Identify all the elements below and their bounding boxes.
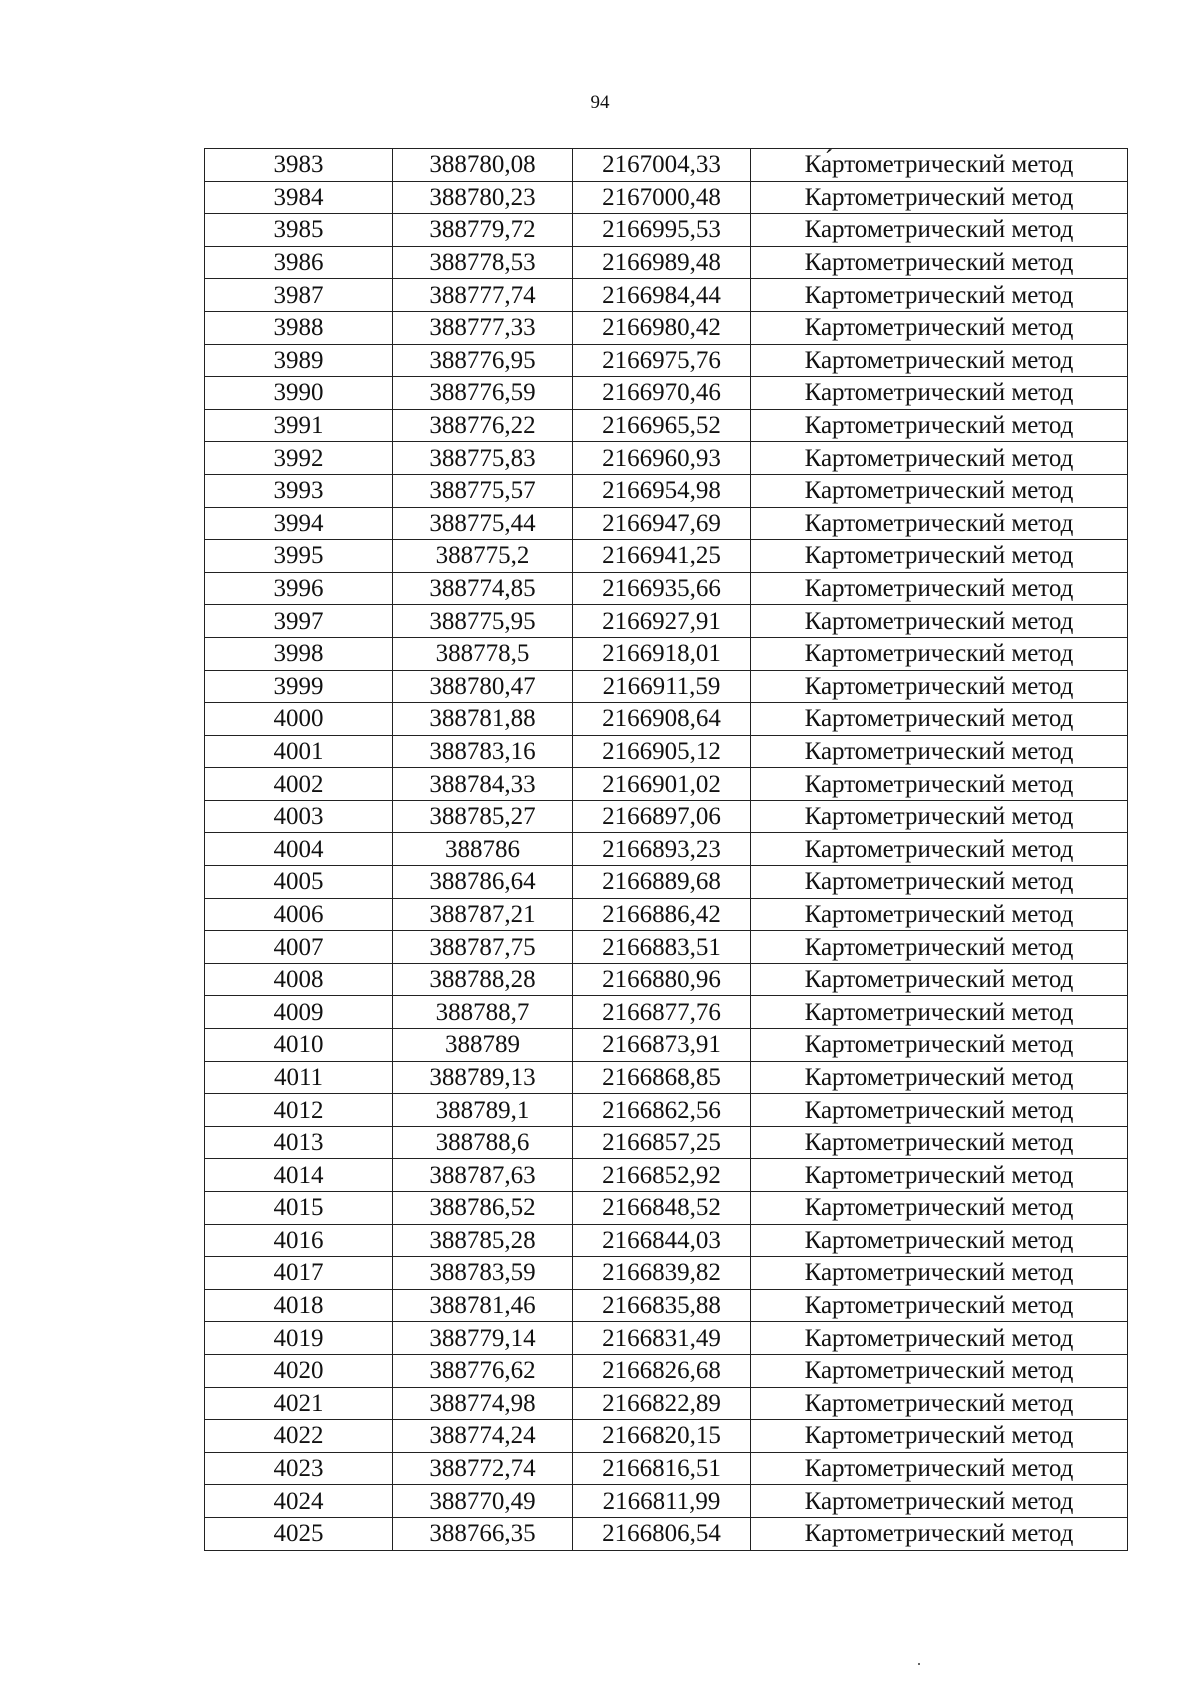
- point-number-cell: 3990: [205, 377, 393, 410]
- table-row: [205, 1387, 1128, 1420]
- table-row: [205, 311, 1128, 344]
- x-coordinate-cell: 388778,5: [393, 637, 573, 670]
- table-row: [205, 735, 1128, 768]
- method-cell: Картометрический метод: [751, 311, 1128, 344]
- point-number-cell: 3989: [205, 344, 393, 377]
- y-coordinate-cell: 2166862,56: [573, 1094, 751, 1127]
- method-cell: Картометрический метод: [751, 866, 1128, 899]
- method-cell: Картометрический метод: [751, 1387, 1128, 1420]
- y-coordinate-cell: 2166960,93: [573, 442, 751, 475]
- x-coordinate-cell: 388788,6: [393, 1126, 573, 1159]
- method-cell: Картометрический метод: [751, 996, 1128, 1029]
- method-cell: Картометрический метод: [751, 768, 1128, 801]
- method-cell: Картометрический метод: [751, 279, 1128, 312]
- table-row: [205, 605, 1128, 638]
- point-number-cell: 4007: [205, 931, 393, 964]
- x-coordinate-cell: 388776,22: [393, 409, 573, 442]
- table-row: [205, 963, 1128, 996]
- table-row: [205, 1517, 1128, 1550]
- y-coordinate-cell: 2166883,51: [573, 931, 751, 964]
- point-number-cell: 4009: [205, 996, 393, 1029]
- point-number-cell: 3997: [205, 605, 393, 638]
- point-number-cell: 4016: [205, 1224, 393, 1257]
- method-cell: Картометрический метод: [751, 1029, 1128, 1062]
- method-cell: Картометрический метод: [751, 605, 1128, 638]
- y-coordinate-cell: 2166873,91: [573, 1029, 751, 1062]
- y-coordinate-cell: 2166927,91: [573, 605, 751, 638]
- method-cell: Картометрический метод: [751, 963, 1128, 996]
- x-coordinate-cell: 388776,59: [393, 377, 573, 410]
- table-row: [205, 637, 1128, 670]
- point-number-cell: 3996: [205, 572, 393, 605]
- x-coordinate-cell: 388780,47: [393, 670, 573, 703]
- point-number-cell: 3994: [205, 507, 393, 540]
- y-coordinate-cell: 2166886,42: [573, 898, 751, 931]
- y-coordinate-cell: 2166980,42: [573, 311, 751, 344]
- point-number-cell: 4010: [205, 1029, 393, 1062]
- method-cell: Картометрический метод: [751, 931, 1128, 964]
- method-cell: Картометрический метод: [751, 246, 1128, 279]
- table-row: [205, 996, 1128, 1029]
- y-coordinate-cell: 2166811,99: [573, 1485, 751, 1518]
- x-coordinate-cell: 388784,33: [393, 768, 573, 801]
- table-row: [205, 703, 1128, 736]
- table-row: [205, 1354, 1128, 1387]
- y-coordinate-cell: 2166816,51: [573, 1452, 751, 1485]
- method-cell: Картометрический метод: [751, 1126, 1128, 1159]
- point-number-cell: 4002: [205, 768, 393, 801]
- x-coordinate-cell: 388786,64: [393, 866, 573, 899]
- x-coordinate-cell: 388774,98: [393, 1387, 573, 1420]
- point-number-cell: 4013: [205, 1126, 393, 1159]
- point-number-cell: 4004: [205, 833, 393, 866]
- x-coordinate-cell: 388787,63: [393, 1159, 573, 1192]
- point-number-cell: 3998: [205, 637, 393, 670]
- method-cell: Картометрический метод: [751, 670, 1128, 703]
- y-coordinate-cell: 2166897,06: [573, 800, 751, 833]
- point-number-cell: 4003: [205, 800, 393, 833]
- table-row: [205, 1452, 1128, 1485]
- table-row: [205, 572, 1128, 605]
- point-number-cell: 3988: [205, 311, 393, 344]
- method-cell: Картометрический метод: [751, 1094, 1128, 1127]
- y-coordinate-cell: 2167004,33: [573, 149, 751, 182]
- method-cell: Картометрический метод: [751, 1061, 1128, 1094]
- method-cell: Картометрический метод: [751, 507, 1128, 540]
- y-coordinate-cell: 2166965,52: [573, 409, 751, 442]
- coordinates-table: [204, 148, 1128, 1551]
- table-row: [205, 279, 1128, 312]
- x-coordinate-cell: 388776,62: [393, 1354, 573, 1387]
- table-row: [205, 670, 1128, 703]
- point-number-cell: 4015: [205, 1192, 393, 1225]
- y-coordinate-cell: 2166820,15: [573, 1420, 751, 1453]
- point-number-cell: 3999: [205, 670, 393, 703]
- y-coordinate-cell: 2166995,53: [573, 214, 751, 247]
- x-coordinate-cell: 388779,72: [393, 214, 573, 247]
- method-cell: Картометрический метод: [751, 1354, 1128, 1387]
- method-cell: Картометрический метод: [751, 409, 1128, 442]
- method-cell: Картометрический метод: [751, 1289, 1128, 1322]
- point-number-cell: 4023: [205, 1452, 393, 1485]
- y-coordinate-cell: 2166970,46: [573, 377, 751, 410]
- table-row: [205, 540, 1128, 573]
- y-coordinate-cell: 2166868,85: [573, 1061, 751, 1094]
- method-cell: Картометрический метод: [751, 735, 1128, 768]
- y-coordinate-cell: 2166826,68: [573, 1354, 751, 1387]
- x-coordinate-cell: 388777,74: [393, 279, 573, 312]
- table-row: [205, 1126, 1128, 1159]
- x-coordinate-cell: 388789,13: [393, 1061, 573, 1094]
- x-coordinate-cell: 388780,08: [393, 149, 573, 182]
- x-coordinate-cell: 388786: [393, 833, 573, 866]
- point-number-cell: 4025: [205, 1517, 393, 1550]
- table-row: [205, 1192, 1128, 1225]
- method-cell: Картометрический метод: [751, 1224, 1128, 1257]
- table-row: [205, 800, 1128, 833]
- table-row: [205, 898, 1128, 931]
- x-coordinate-cell: 388775,95: [393, 605, 573, 638]
- point-number-cell: 4017: [205, 1257, 393, 1290]
- point-number-cell: 4022: [205, 1420, 393, 1453]
- y-coordinate-cell: 2166908,64: [573, 703, 751, 736]
- y-coordinate-cell: 2166975,76: [573, 344, 751, 377]
- point-number-cell: 3993: [205, 474, 393, 507]
- x-coordinate-cell: 388778,53: [393, 246, 573, 279]
- table-row: [205, 833, 1128, 866]
- y-coordinate-cell: 2166880,96: [573, 963, 751, 996]
- method-cell: Картометрический метод: [751, 572, 1128, 605]
- y-coordinate-cell: 2166839,82: [573, 1257, 751, 1290]
- y-coordinate-cell: 2166844,03: [573, 1224, 751, 1257]
- x-coordinate-cell: 388777,33: [393, 311, 573, 344]
- table-row: [205, 442, 1128, 475]
- table-row: [205, 344, 1128, 377]
- method-cell: Картометрический метод: [751, 800, 1128, 833]
- x-coordinate-cell: 388783,59: [393, 1257, 573, 1290]
- point-number-cell: 4014: [205, 1159, 393, 1192]
- y-coordinate-cell: 2166905,12: [573, 735, 751, 768]
- table-row: [205, 931, 1128, 964]
- point-number-cell: 4006: [205, 898, 393, 931]
- table-row: [205, 1322, 1128, 1355]
- point-number-cell: 4011: [205, 1061, 393, 1094]
- table-row: [205, 1289, 1128, 1322]
- y-coordinate-cell: 2166835,88: [573, 1289, 751, 1322]
- method-cell: Картометрический метод: [751, 1452, 1128, 1485]
- point-number-cell: 4001: [205, 735, 393, 768]
- scan-speck: [918, 1663, 920, 1665]
- table-row: [205, 1485, 1128, 1518]
- method-cell: Картометрический метод: [751, 1257, 1128, 1290]
- method-cell: Ка́ртометрический метод: [751, 149, 1128, 182]
- x-coordinate-cell: 388789,1: [393, 1094, 573, 1127]
- method-cell: Картометрический метод: [751, 540, 1128, 573]
- x-coordinate-cell: 388774,85: [393, 572, 573, 605]
- table-row: [205, 409, 1128, 442]
- y-coordinate-cell: 2166857,25: [573, 1126, 751, 1159]
- table-row: [205, 246, 1128, 279]
- x-coordinate-cell: 388766,35: [393, 1517, 573, 1550]
- point-number-cell: 3995: [205, 540, 393, 573]
- table-row: [205, 1159, 1128, 1192]
- point-number-cell: 3985: [205, 214, 393, 247]
- x-coordinate-cell: 388776,95: [393, 344, 573, 377]
- method-cell: Картометрический метод: [751, 703, 1128, 736]
- x-coordinate-cell: 388788,28: [393, 963, 573, 996]
- point-number-cell: 3991: [205, 409, 393, 442]
- method-cell: Картометрический метод: [751, 344, 1128, 377]
- table-row: [205, 149, 1128, 182]
- method-cell: Картометрический метод: [751, 1517, 1128, 1550]
- method-cell: Картометрический метод: [751, 833, 1128, 866]
- y-coordinate-cell: 2167000,48: [573, 181, 751, 214]
- y-coordinate-cell: 2166941,25: [573, 540, 751, 573]
- method-cell: Картометрический метод: [751, 181, 1128, 214]
- table-row: [205, 866, 1128, 899]
- method-cell: Картометрический метод: [751, 637, 1128, 670]
- y-coordinate-cell: 2166918,01: [573, 637, 751, 670]
- y-coordinate-cell: 2166947,69: [573, 507, 751, 540]
- table-row: [205, 181, 1128, 214]
- method-cell: Картометрический метод: [751, 1420, 1128, 1453]
- table-row: [205, 214, 1128, 247]
- table-row: [205, 1061, 1128, 1094]
- point-number-cell: 4020: [205, 1354, 393, 1387]
- point-number-cell: 3984: [205, 181, 393, 214]
- y-coordinate-cell: 2166989,48: [573, 246, 751, 279]
- point-number-cell: 3987: [205, 279, 393, 312]
- point-number-cell: 3992: [205, 442, 393, 475]
- point-number-cell: 4008: [205, 963, 393, 996]
- table-row: [205, 377, 1128, 410]
- y-coordinate-cell: 2166877,76: [573, 996, 751, 1029]
- x-coordinate-cell: 388774,24: [393, 1420, 573, 1453]
- point-number-cell: 4005: [205, 866, 393, 899]
- y-coordinate-cell: 2166831,49: [573, 1322, 751, 1355]
- x-coordinate-cell: 388786,52: [393, 1192, 573, 1225]
- x-coordinate-cell: 388788,7: [393, 996, 573, 1029]
- method-cell: Картометрический метод: [751, 377, 1128, 410]
- x-coordinate-cell: 388770,49: [393, 1485, 573, 1518]
- x-coordinate-cell: 388781,46: [393, 1289, 573, 1322]
- table-row: [205, 1224, 1128, 1257]
- point-number-cell: 3983: [205, 149, 393, 182]
- x-coordinate-cell: 388772,74: [393, 1452, 573, 1485]
- x-coordinate-cell: 388789: [393, 1029, 573, 1062]
- point-number-cell: 3986: [205, 246, 393, 279]
- x-coordinate-cell: 388775,83: [393, 442, 573, 475]
- x-coordinate-cell: 388775,57: [393, 474, 573, 507]
- x-coordinate-cell: 388775,44: [393, 507, 573, 540]
- method-cell: Картометрический метод: [751, 214, 1128, 247]
- table-row: [205, 1420, 1128, 1453]
- page-number: 94: [590, 92, 610, 113]
- y-coordinate-cell: 2166911,59: [573, 670, 751, 703]
- y-coordinate-cell: 2166935,66: [573, 572, 751, 605]
- y-coordinate-cell: 2166889,68: [573, 866, 751, 899]
- point-number-cell: 4021: [205, 1387, 393, 1420]
- x-coordinate-cell: 388775,2: [393, 540, 573, 573]
- table-row: [205, 1029, 1128, 1062]
- table-row: [205, 768, 1128, 801]
- x-coordinate-cell: 388785,28: [393, 1224, 573, 1257]
- method-cell: Картометрический метод: [751, 1159, 1128, 1192]
- x-coordinate-cell: 388787,21: [393, 898, 573, 931]
- method-cell: Картометрический метод: [751, 898, 1128, 931]
- x-coordinate-cell: 388780,23: [393, 181, 573, 214]
- x-coordinate-cell: 388787,75: [393, 931, 573, 964]
- y-coordinate-cell: 2166852,92: [573, 1159, 751, 1192]
- method-cell: Картометрический метод: [751, 1322, 1128, 1355]
- y-coordinate-cell: 2166954,98: [573, 474, 751, 507]
- method-cell: Картометрический метод: [751, 1192, 1128, 1225]
- x-coordinate-cell: 388781,88: [393, 703, 573, 736]
- point-number-cell: 4012: [205, 1094, 393, 1127]
- method-cell: Картометрический метод: [751, 1485, 1128, 1518]
- table-row: [205, 474, 1128, 507]
- point-number-cell: 4000: [205, 703, 393, 736]
- x-coordinate-cell: 388779,14: [393, 1322, 573, 1355]
- y-coordinate-cell: 2166901,02: [573, 768, 751, 801]
- x-coordinate-cell: 388783,16: [393, 735, 573, 768]
- y-coordinate-cell: 2166806,54: [573, 1517, 751, 1550]
- method-cell: Картометрический метод: [751, 474, 1128, 507]
- y-coordinate-cell: 2166984,44: [573, 279, 751, 312]
- point-number-cell: 4019: [205, 1322, 393, 1355]
- method-cell: Картометрический метод: [751, 442, 1128, 475]
- table-row: [205, 1257, 1128, 1290]
- coordinates-table-body: [205, 149, 1128, 1551]
- point-number-cell: 4018: [205, 1289, 393, 1322]
- y-coordinate-cell: 2166893,23: [573, 833, 751, 866]
- y-coordinate-cell: 2166822,89: [573, 1387, 751, 1420]
- table-row: [205, 1094, 1128, 1127]
- y-coordinate-cell: 2166848,52: [573, 1192, 751, 1225]
- table-row: [205, 507, 1128, 540]
- point-number-cell: 4024: [205, 1485, 393, 1518]
- x-coordinate-cell: 388785,27: [393, 800, 573, 833]
